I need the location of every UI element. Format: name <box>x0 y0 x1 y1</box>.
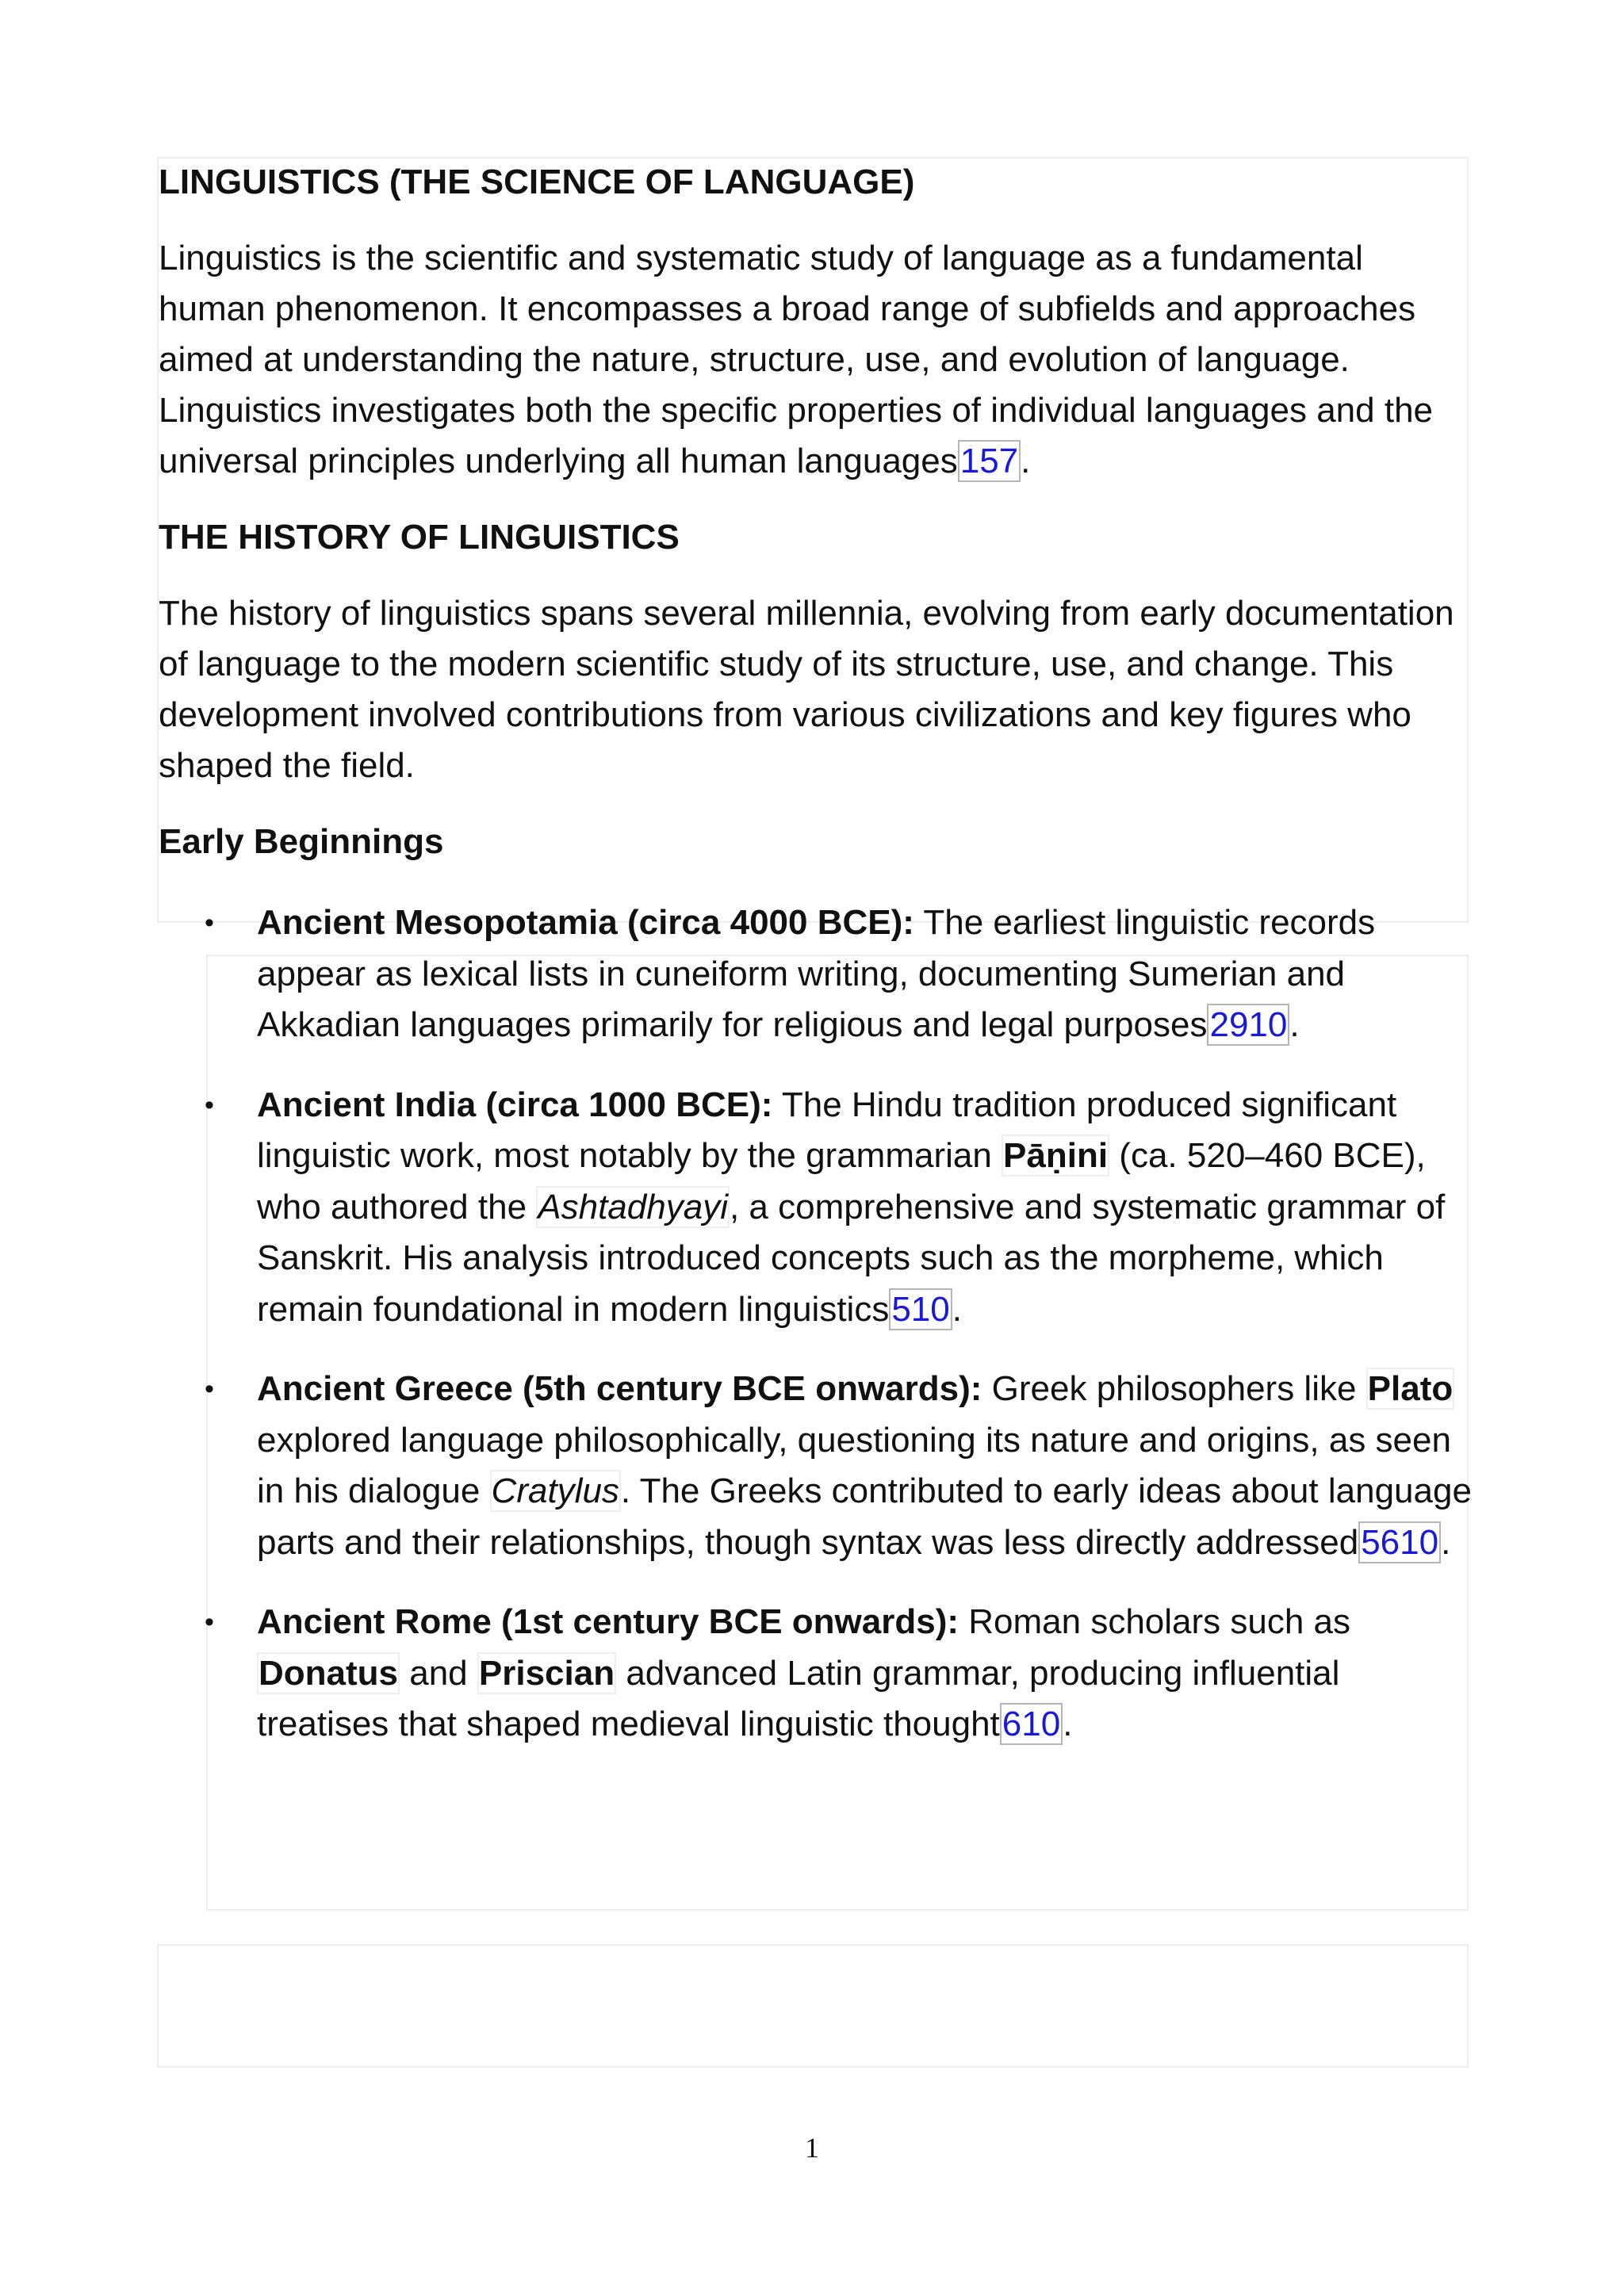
citation-link[interactable]: 157 <box>958 440 1021 482</box>
bullet-list <box>159 897 1475 1751</box>
page-title: LINGUISTICS (THE SCIENCE OF LANGUAGE) <box>159 163 915 201</box>
item-text: Roman scholars such as <box>959 1602 1351 1641</box>
item-text: and <box>400 1653 477 1693</box>
item-text: Greek philosophers like <box>982 1369 1366 1408</box>
list-item <box>159 1597 1475 1751</box>
period: . <box>1441 1522 1451 1562</box>
citation-link[interactable]: 2910 <box>1207 1004 1289 1046</box>
intro-text: Linguistics is the scientific and systematic study of language as a fundamental human phenomenon. It encompasses a broad range of subfields and approaches aimed at understanding the nature, structure, use, and evolution of language. Linguistics investigates both the specific properties of individual languages and the universal principles underlying all human languages <box>159 239 1434 480</box>
person-name: Priscian <box>478 1653 615 1693</box>
page-number: 1 <box>805 2132 819 2164</box>
item-text: (ca. 520–460 BCE), who authored the <box>257 1136 1426 1226</box>
item-label: Ancient Rome (1st century BCE onwards): <box>257 1602 959 1641</box>
bullet-icon: • <box>205 1089 214 1120</box>
intro-paragraph <box>159 233 1475 487</box>
item-text: The Hindu tradition produced significant linguistic work, most notably by the grammarian <box>257 1085 1397 1175</box>
item-label: Ancient Mesopotamia (circa 4000 BCE): <box>257 903 914 942</box>
list-item <box>159 897 1475 1051</box>
item-label: Ancient Greece (5th century BCE onwards): <box>257 1369 982 1408</box>
bullet-icon: • <box>205 1607 214 1637</box>
person-name: Pāṇini <box>1003 1136 1109 1175</box>
subsection-heading-early: Early Beginnings <box>159 822 444 861</box>
empty-content-block <box>157 1944 1469 2068</box>
work-title: Ashtadhyayi <box>538 1187 728 1226</box>
list-item <box>159 1080 1475 1336</box>
item-text: The earliest linguistic records appear as lexical lists in cuneiform writing, documenting Sumerian and Akkadian languages primarily for religious and legal purposes <box>257 903 1376 1044</box>
section-heading-history: THE HISTORY OF LINGUISTICS <box>159 518 680 557</box>
person-name: Plato <box>1367 1369 1454 1408</box>
list-item <box>159 1364 1475 1568</box>
citation-link[interactable]: 5610 <box>1358 1521 1441 1563</box>
citation-link[interactable]: 610 <box>1000 1703 1063 1745</box>
item-text: explored language philosophically, questioning its nature and origins, as seen in his dialogue <box>257 1420 1451 1510</box>
item-text: . The Greeks contributed to early ideas about language parts and their relationships, though syntax was less directly addressed <box>257 1471 1472 1562</box>
period: . <box>1289 1005 1300 1044</box>
period: . <box>1063 1705 1073 1743</box>
history-paragraph: The history of linguistics spans several millennia, evolving from early documentation of language to the modern scientific study of its structure, use, and change. This development involved contributions from various civilizations and key figures who shaped the field. <box>159 594 1454 785</box>
bullet-icon: • <box>205 1374 214 1404</box>
document-body <box>159 157 1475 1779</box>
item-text: , a comprehensive and systematic grammar of Sanskrit. His analysis introduced concepts such as the morpheme, which remain foundational in modern linguistics <box>257 1187 1446 1329</box>
bullet-icon: • <box>205 908 214 938</box>
item-text: advanced Latin grammar, producing influential treatises that shaped medieval linguistic thought <box>257 1653 1340 1743</box>
work-title: Cratylus <box>491 1471 619 1510</box>
item-label: Ancient India (circa 1000 BCE): <box>257 1085 773 1124</box>
person-name: Donatus <box>259 1653 398 1693</box>
citation-link[interactable]: 510 <box>889 1288 952 1330</box>
period: . <box>1021 442 1031 480</box>
period: . <box>952 1289 962 1329</box>
